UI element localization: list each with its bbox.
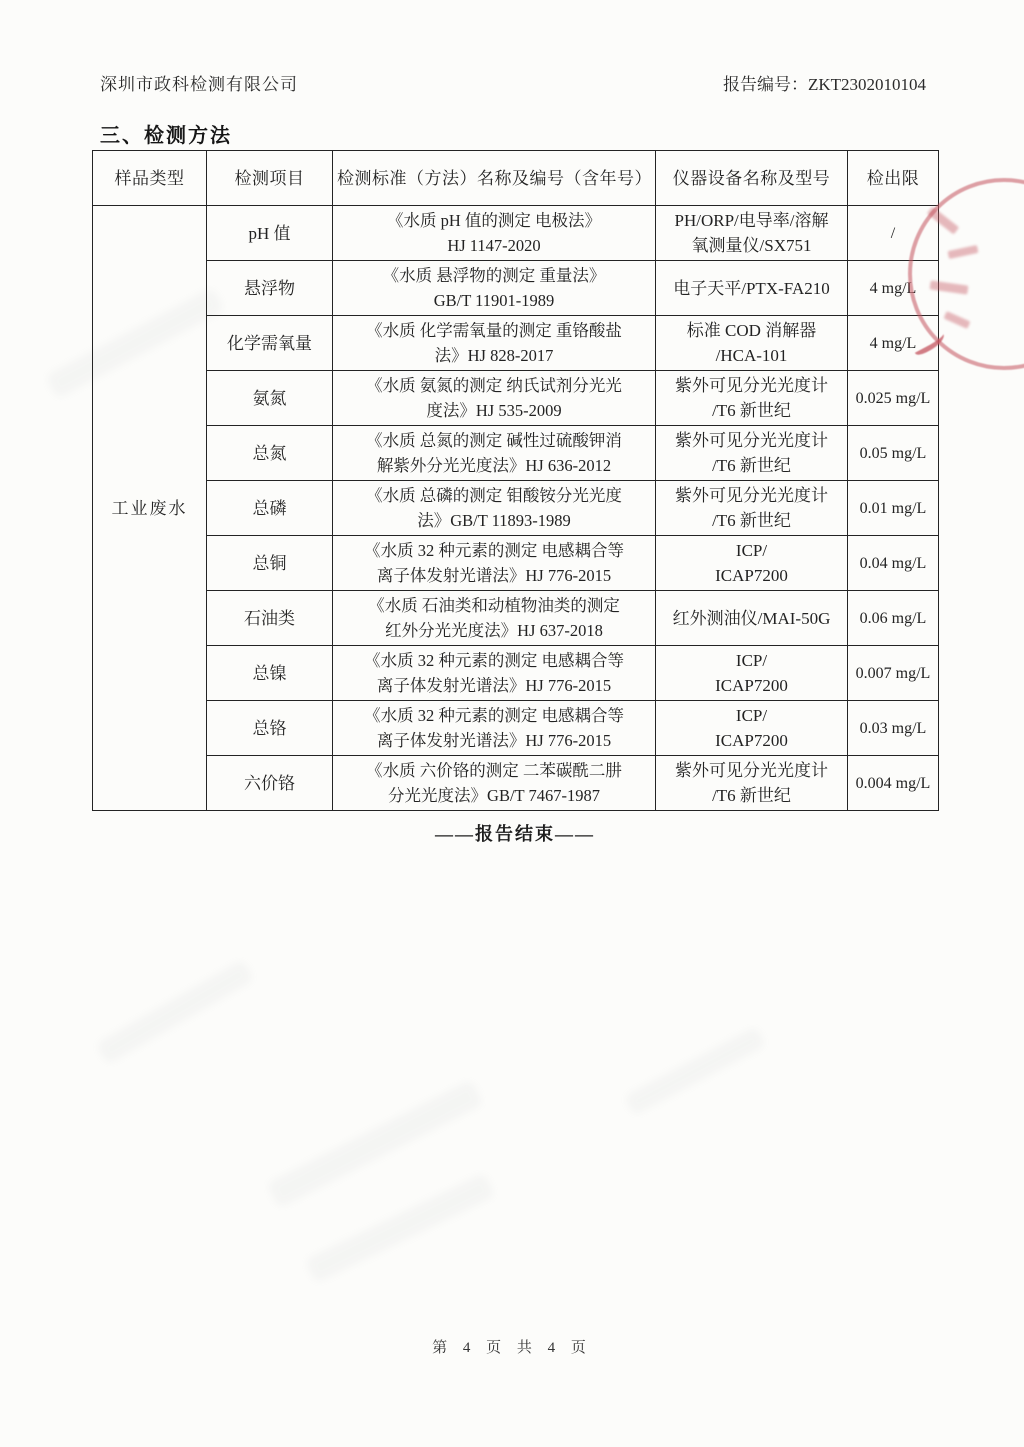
header-detection-limit: 检出限: [848, 151, 939, 206]
header-test-item: 检测项目: [207, 151, 333, 206]
table-row: [93, 206, 939, 261]
standard-cell: [333, 701, 656, 756]
seal-glyph-mark: [943, 311, 970, 329]
standard-cell: [333, 206, 656, 261]
standard-line: 法》HJ 828-2017: [434, 346, 554, 365]
standard-line: 《水质 总氮的测定 碱性过硫酸钾消: [366, 431, 622, 450]
standard-line: 《水质 悬浮物的测定 重量法》: [382, 266, 606, 285]
sample-type-cell: 工业废水: [93, 206, 207, 811]
instrument-line: /T6 新世纪: [712, 456, 791, 475]
standard-cell: [333, 261, 656, 316]
standard-line: HJ 1147-2020: [447, 236, 541, 255]
standard-line: 红外分光光度法》HJ 637-2018: [385, 621, 603, 640]
detection-limit-cell: 0.03 mg/L: [848, 701, 939, 756]
instrument-line: /T6 新世纪: [712, 786, 791, 805]
test-item-cell: 悬浮物: [207, 261, 333, 316]
report-end-text: ——报告结束——: [435, 824, 595, 844]
instrument-line: PH/ORP/电导率/溶解: [674, 211, 829, 230]
test-item-cell: pH 值: [207, 206, 333, 261]
standard-line: 分光光度法》GB/T 7467-1987: [388, 786, 600, 805]
instrument-line: ICP/: [735, 706, 768, 725]
instrument-line: 电子天平/PTX-FA210: [673, 278, 830, 298]
detection-limit-cell: 4 mg/L: [848, 261, 939, 316]
standard-line: 《水质 化学需氧量的测定 重铬酸盐: [366, 321, 622, 340]
detection-limit-cell: 0.007 mg/L: [848, 646, 939, 701]
detection-methods-table: [92, 150, 939, 811]
header-sample-type: 样品类型: [93, 151, 207, 206]
test-item-cell: 总铬: [207, 701, 333, 756]
instrument-cell: [656, 316, 848, 371]
scan-artifact: [624, 1026, 767, 1116]
header-standard: 检测标准（方法）名称及编号（含年号）: [333, 151, 656, 206]
standard-line: 《水质 pH 值的测定 电极法》: [386, 211, 602, 230]
standard-line: 离子体发射光谱法》HJ 776-2015: [376, 566, 612, 585]
standard-line: 《水质 32 种元素的测定 电感耦合等: [364, 541, 624, 560]
page-number: 第 4 页 共 4 页: [432, 1340, 592, 1356]
test-item-cell: 总磷: [207, 481, 333, 536]
table-row: [93, 481, 939, 536]
standard-cell: [333, 426, 656, 481]
header-instrument: 仪器设备名称及型号: [656, 151, 848, 206]
instrument-cell: [656, 701, 848, 756]
table-row: [93, 646, 939, 701]
table-row: [93, 261, 939, 316]
instrument-cell: [656, 591, 848, 646]
instrument-cell: [656, 481, 848, 536]
instrument-cell: [656, 426, 848, 481]
table-row: [93, 426, 939, 481]
instrument-line: 红外测油仪/MAI-50G: [672, 608, 831, 628]
standard-cell: [333, 591, 656, 646]
instrument-line: ICAP7200: [715, 566, 788, 585]
instrument-cell: [656, 371, 848, 426]
instrument-line: 紫外可见分光光度计: [675, 376, 828, 395]
report-number: 报告编号：ZKT2302010104: [722, 75, 926, 94]
instrument-cell: [656, 646, 848, 701]
test-item-cell: 六价铬: [207, 756, 333, 811]
standard-line: 法》GB/T 11893-1989: [417, 511, 571, 530]
test-item-cell: 总镍: [207, 646, 333, 701]
instrument-cell: [656, 756, 848, 811]
document-header: [0, 0, 1024, 95]
section-title: 三、检测方法: [100, 125, 232, 147]
detection-limit-cell: 0.04 mg/L: [848, 536, 939, 591]
standard-line: 《水质 氨氮的测定 纳氏试剂分光光: [366, 376, 622, 395]
table-header-row: [93, 151, 939, 206]
instrument-line: ICP/: [735, 541, 768, 560]
test-item-cell: 总铜: [207, 536, 333, 591]
instrument-line: ICAP7200: [715, 731, 788, 750]
detection-limit-cell: /: [848, 206, 939, 261]
instrument-line: 紫外可见分光光度计: [675, 761, 828, 780]
detection-limit-cell: 0.025 mg/L: [848, 371, 939, 426]
instrument-line: /HCA-101: [715, 346, 788, 365]
table-row: [93, 371, 939, 426]
instrument-line: ICAP7200: [715, 676, 788, 695]
company-name: 深圳市政科检测有限公司: [100, 75, 298, 94]
standard-line: 离子体发射光谱法》HJ 776-2015: [376, 731, 612, 750]
standard-cell: [333, 371, 656, 426]
standard-line: 《水质 总磷的测定 钼酸铵分光光度: [366, 486, 622, 505]
detection-limit-cell: 0.01 mg/L: [848, 481, 939, 536]
standard-cell: [333, 536, 656, 591]
standard-cell: [333, 316, 656, 371]
instrument-line: /T6 新世纪: [712, 401, 791, 420]
standard-line: 离子体发射光谱法》HJ 776-2015: [376, 676, 612, 695]
standard-line: 《水质 六价铬的测定 二苯碳酰二肼: [366, 761, 622, 780]
standard-cell: [333, 481, 656, 536]
table-row: [93, 591, 939, 646]
detection-limit-cell: 0.004 mg/L: [848, 756, 939, 811]
instrument-line: 标准 COD 消解器: [686, 321, 817, 340]
table-row: [93, 316, 939, 371]
test-item-cell: 氨氮: [207, 371, 333, 426]
instrument-line: 紫外可见分光光度计: [675, 431, 828, 450]
test-item-cell: 总氮: [207, 426, 333, 481]
standard-cell: [333, 756, 656, 811]
table-row: [93, 756, 939, 811]
scan-artifact: [266, 1079, 484, 1208]
seal-glyph-mark: [947, 245, 978, 259]
table-row: [93, 536, 939, 591]
standard-line: 度法》HJ 535-2009: [426, 401, 562, 420]
scan-artifact: [304, 1172, 495, 1283]
test-item-cell: 石油类: [207, 591, 333, 646]
detection-limit-cell: 0.05 mg/L: [848, 426, 939, 481]
instrument-cell: [656, 206, 848, 261]
instrument-cell: [656, 536, 848, 591]
test-item-cell: 化学需氧量: [207, 316, 333, 371]
detection-limit-cell: 4 mg/L: [848, 316, 939, 371]
instrument-line: /T6 新世纪: [712, 511, 791, 530]
instrument-line: 紫外可见分光光度计: [675, 486, 828, 505]
scan-artifact: [95, 959, 254, 1065]
standard-line: GB/T 11901-1989: [433, 291, 555, 310]
standard-line: 《水质 32 种元素的测定 电感耦合等: [364, 706, 624, 725]
standard-cell: [333, 646, 656, 701]
instrument-line: 氧测量仪/SX751: [691, 236, 812, 255]
table-row: [93, 701, 939, 756]
detection-limit-cell: 0.06 mg/L: [848, 591, 939, 646]
standard-line: 《水质 石油类和动植物油类的测定: [368, 596, 620, 615]
standard-line: 解紫外分光光度法》HJ 636-2012: [376, 456, 612, 475]
instrument-cell: [656, 261, 848, 316]
standard-line: 《水质 32 种元素的测定 电感耦合等: [364, 651, 624, 670]
instrument-line: ICP/: [735, 651, 768, 670]
